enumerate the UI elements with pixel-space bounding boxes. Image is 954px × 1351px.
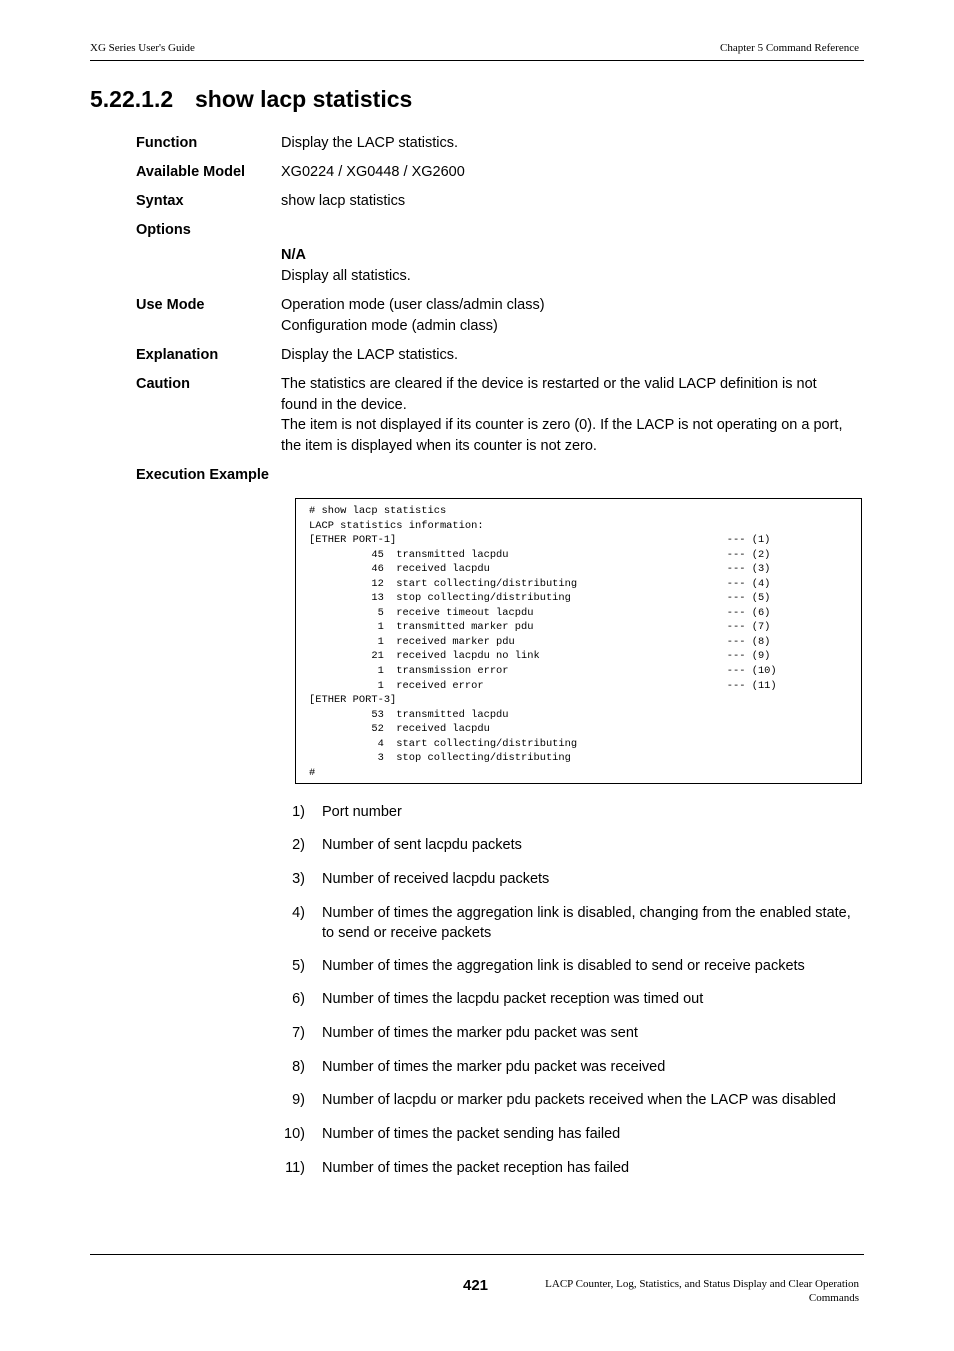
code-line: 52 received lacpdu xyxy=(309,723,490,736)
code-line: 1 received marker pdu --- (8) xyxy=(309,635,771,648)
code-line: 21 received lacpdu no link --- (9) xyxy=(309,650,771,663)
code-line: 1 received error --- (11) xyxy=(309,679,777,692)
caution-line: The item is not displayed if its counter is zero (0). If the LACP is not operating on a port, xyxy=(281,417,843,433)
page-number: 421 xyxy=(463,1277,489,1294)
note-text: Number of sent lacpdu packets xyxy=(322,837,522,853)
note-text: Port number xyxy=(322,804,402,820)
code-example xyxy=(309,504,777,780)
code-line: 1 transmission error --- (10) xyxy=(309,665,777,678)
code-line: [ETHER PORT-1] --- (1) xyxy=(309,534,771,547)
note-number: 6) xyxy=(292,991,305,1007)
code-line: 1 transmitted marker pdu --- (7) xyxy=(309,621,771,634)
caution-label: Caution xyxy=(136,376,190,392)
code-line: 13 stop collecting/distributing --- (5) xyxy=(309,592,771,605)
caution-line: the item is displayed when its counter is not zero. xyxy=(281,437,597,454)
option-description: Display all statistics. xyxy=(281,267,411,284)
available-model-value: XG0224 / XG0448 / XG2600 xyxy=(281,164,465,180)
note-number: 8) xyxy=(292,1059,305,1075)
code-example-box xyxy=(295,498,862,784)
note-number: 4) xyxy=(292,905,305,921)
code-line: 45 transmitted lacpdu --- (2) xyxy=(309,548,771,561)
caution-line: The statistics are cleared if the device is restarted or the valid LACP definition is not xyxy=(281,376,817,392)
note-number: 1) xyxy=(292,804,305,820)
section-title-text: show lacp statistics xyxy=(195,86,413,112)
header-rule xyxy=(90,60,864,61)
function-value: Display the LACP statistics. xyxy=(281,135,459,151)
use-mode-label: Use Mode xyxy=(136,297,205,313)
explanation-label: Explanation xyxy=(136,347,219,363)
code-line: 4 start collecting/distributing xyxy=(309,737,578,750)
note-number: 10) xyxy=(284,1126,305,1142)
code-line: 53 transmitted lacpdu xyxy=(309,708,509,721)
note-text: Number of times the marker pdu packet was received xyxy=(322,1059,666,1075)
running-header-left: XG Series User's Guide xyxy=(90,42,195,54)
note-number: 9) xyxy=(292,1092,305,1108)
note-number: 11) xyxy=(285,1160,305,1176)
running-footer xyxy=(545,1278,859,1305)
code-line: # xyxy=(309,766,316,779)
running-footer-line: LACP Counter, Log, Statistics, and Status Display and Clear Operation xyxy=(545,1278,859,1290)
available-model-label: Available Model xyxy=(136,164,246,180)
note-text: Number of times the packet reception has failed xyxy=(322,1160,630,1176)
execution-example-label: Execution Example xyxy=(136,467,269,483)
option-name: N/A xyxy=(281,247,306,263)
note-text: Number of times the marker pdu packet was sent xyxy=(322,1025,638,1041)
function-label: Function xyxy=(136,135,198,151)
syntax-label: Syntax xyxy=(136,193,184,209)
code-line: # show lacp statistics xyxy=(309,505,447,517)
note-text: Number of times the lacpdu packet reception was timed out xyxy=(322,991,704,1007)
section-title xyxy=(90,86,412,113)
footer-rule xyxy=(90,1254,864,1255)
note-text: Number of times the aggregation link is disabled, changing from the enabled state, to send or receive packets xyxy=(322,905,851,941)
use-mode-line: Operation mode (user class/admin class) xyxy=(281,297,545,313)
running-header-right: Chapter 5 Command Reference xyxy=(720,42,859,54)
note-text: Number of times the aggregation link is disabled to send or receive packets xyxy=(322,958,805,974)
note-number: 5) xyxy=(292,958,305,974)
running-footer-line: Commands xyxy=(808,1291,859,1304)
code-line: 5 receive timeout lacpdu --- (6) xyxy=(309,606,771,619)
code-line: [ETHER PORT-3] xyxy=(309,694,397,707)
section-number: 5.22.1.2 xyxy=(90,86,174,112)
caution-line: found in the device. xyxy=(281,396,407,413)
explanation-value: Display the LACP statistics. xyxy=(281,347,459,363)
note-number: 3) xyxy=(292,871,305,887)
note-text: Number of lacpdu or marker pdu packets received when the LACP was disabled xyxy=(322,1092,836,1108)
code-line: LACP statistics information: xyxy=(309,519,484,532)
note-text: Number of received lacpdu packets xyxy=(322,871,550,887)
code-line: 12 start collecting/distributing --- (4) xyxy=(309,577,771,590)
code-line: 3 stop collecting/distributing xyxy=(309,752,571,765)
note-number: 7) xyxy=(292,1025,305,1041)
note-number: 2) xyxy=(292,837,305,853)
use-mode-line: Configuration mode (admin class) xyxy=(281,317,498,334)
options-label: Options xyxy=(136,222,191,238)
note-text: Number of times the packet sending has failed xyxy=(322,1126,621,1142)
syntax-value: show lacp statistics xyxy=(281,193,406,209)
code-line: 46 received lacpdu --- (3) xyxy=(309,563,771,576)
